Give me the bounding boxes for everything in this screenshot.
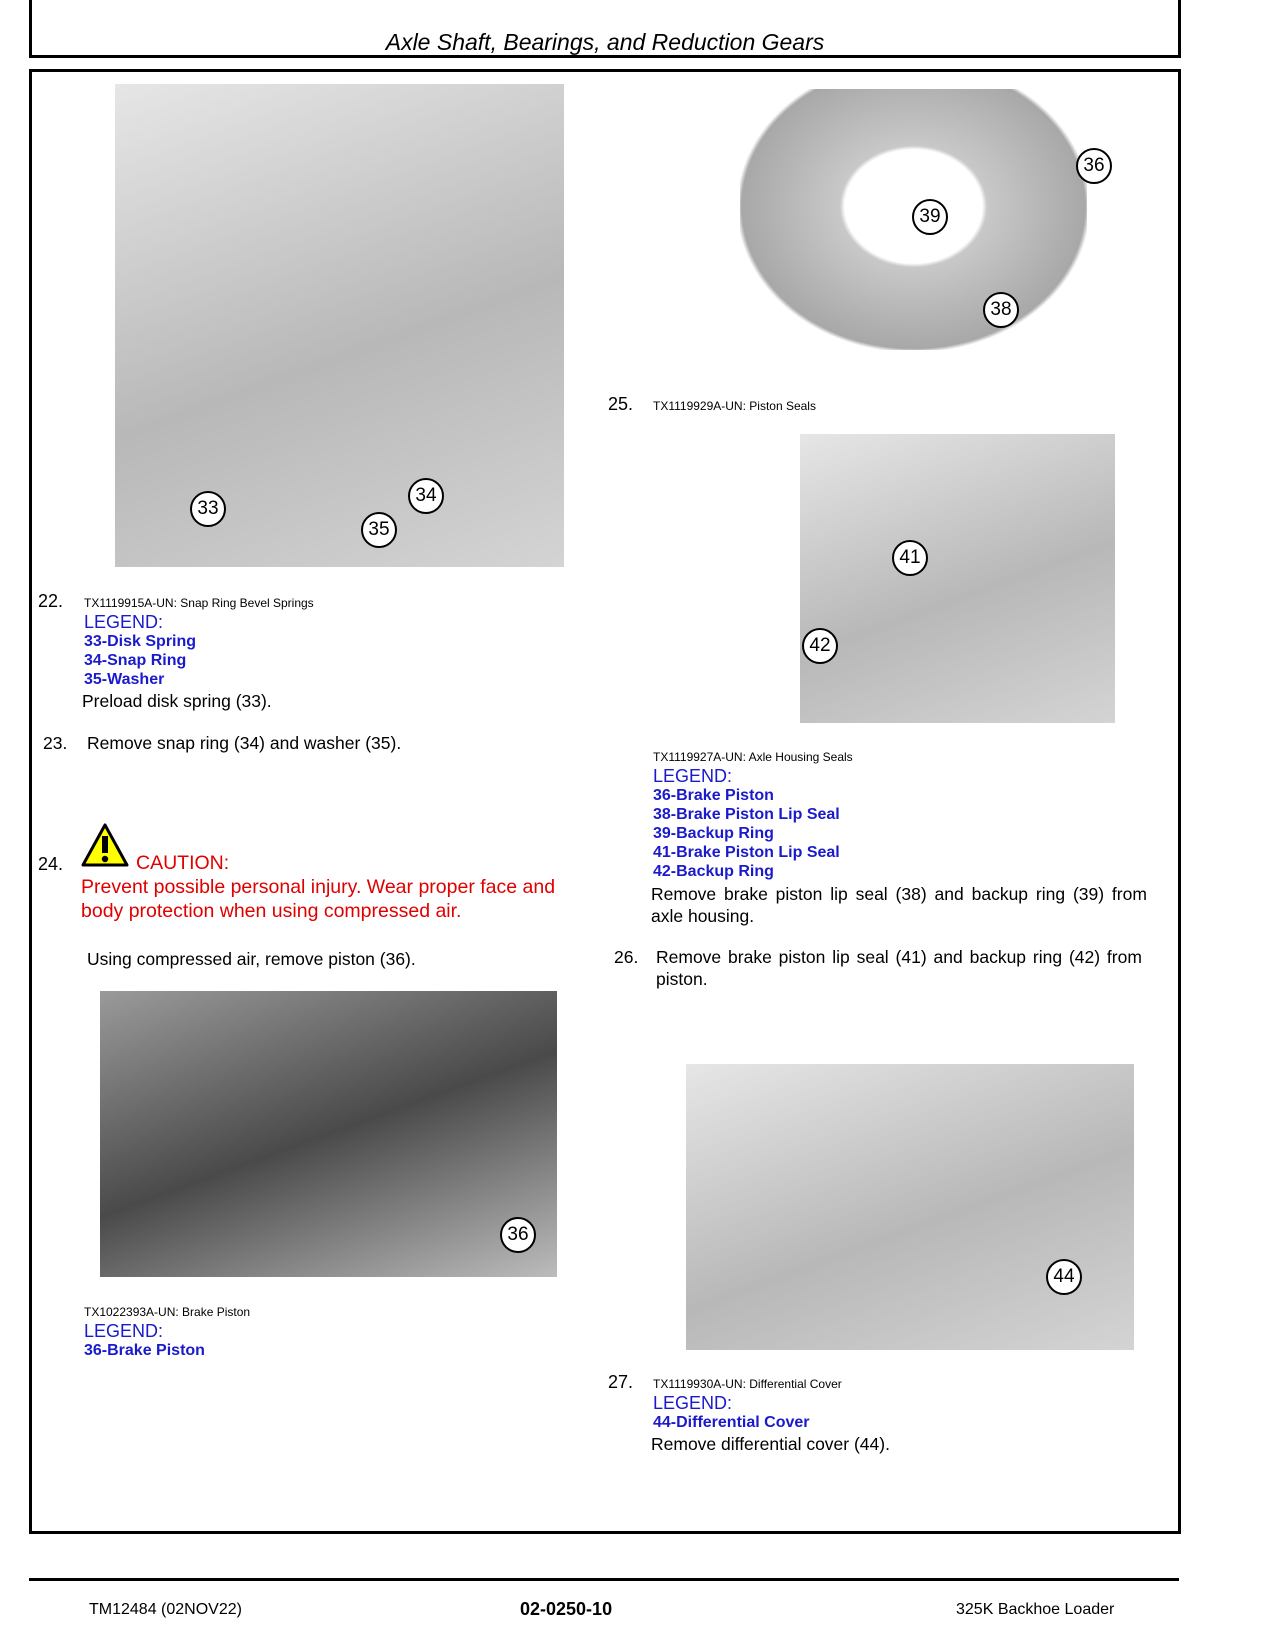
step-23-text: Remove snap ring (34) and washer (35). — [87, 733, 402, 753]
legend-item: 35-Washer — [84, 671, 165, 688]
legend-item: 33-Disk Spring — [84, 633, 197, 650]
legend-label: LEGEND: — [84, 612, 164, 632]
legend-item: 44-Differential Cover — [653, 1414, 810, 1431]
legend-item: 34-Snap Ring — [84, 652, 187, 669]
legend-item: 36-Brake Piston — [653, 787, 774, 804]
callout-36: 36 — [1076, 148, 1112, 184]
legend-item: 41-Brake Piston Lip Seal — [653, 844, 840, 861]
step-26-number: 26. — [614, 947, 639, 967]
caution-text: body protection when using compressed air. — [81, 900, 462, 922]
callout-38: 38 — [983, 292, 1019, 328]
legend-label: LEGEND: — [653, 766, 733, 786]
callout-42: 42 — [802, 628, 838, 664]
footer-model: 325K Backhoe Loader — [956, 1601, 1115, 1618]
callout-39: 39 — [912, 199, 948, 235]
figure-caption: TX1022393A-UN: Brake Piston — [84, 1305, 251, 1319]
step-22-text: Preload disk spring (33). — [82, 691, 272, 711]
figure-caption: TX1119927A-UN: Axle Housing Seals — [653, 750, 853, 764]
photo-snap-ring-bevel-springs — [115, 84, 564, 567]
step-26-text: Remove brake piston lip seal (41) and backup ring (42) from — [656, 947, 1142, 967]
callout-41: 41 — [892, 540, 928, 576]
photo-piston-seals — [740, 89, 1105, 350]
figure-caption: TX1119915A-UN: Snap Ring Bevel Springs — [84, 596, 314, 610]
footer-page-number: 02-0250-10 — [520, 1599, 613, 1619]
figure-caption: TX1119929A-UN: Piston Seals — [653, 399, 816, 413]
warning-icon — [80, 822, 130, 868]
photo-brake-piston — [100, 991, 557, 1277]
legend-item: 42-Backup Ring — [653, 863, 774, 880]
legend-label: LEGEND: — [84, 1321, 164, 1341]
footer-rule — [29, 1578, 1179, 1581]
step-25-text: axle housing. — [651, 906, 755, 926]
step-24-text: Using compressed air, remove piston (36). — [87, 949, 416, 969]
figure-caption: TX1119930A-UN: Differential Cover — [653, 1377, 842, 1391]
photo-axle-housing-seals — [800, 434, 1115, 723]
step-23-number: 23. — [43, 733, 68, 753]
callout-33: 33 — [190, 491, 226, 527]
legend-item: 36-Brake Piston — [84, 1342, 205, 1359]
step-27-number: 27. — [608, 1372, 634, 1392]
step-26-text: piston. — [656, 969, 708, 989]
photo-differential-cover — [686, 1064, 1134, 1350]
step-25-number: 25. — [608, 394, 634, 414]
step-22-number: 22. — [38, 591, 64, 611]
caution-label: CAUTION: — [136, 852, 230, 874]
footer-manual-id: TM12484 (02NOV22) — [89, 1601, 242, 1618]
step-25-text: Remove brake piston lip seal (38) and backup ring (39) from — [651, 884, 1147, 904]
callout-44: 44 — [1046, 1259, 1082, 1295]
step-27-text: Remove differential cover (44). — [651, 1434, 890, 1454]
callout-35: 35 — [361, 512, 397, 548]
callout-34: 34 — [408, 478, 444, 514]
legend-label: LEGEND: — [653, 1393, 733, 1413]
legend-item: 38-Brake Piston Lip Seal — [653, 806, 840, 823]
page-title: Axle Shaft, Bearings, and Reduction Gears — [385, 29, 825, 55]
step-24-number: 24. — [38, 854, 64, 874]
legend-item: 39-Backup Ring — [653, 825, 774, 842]
caution-text: Prevent possible personal injury. Wear proper face and — [81, 876, 556, 898]
callout-36: 36 — [500, 1217, 536, 1253]
